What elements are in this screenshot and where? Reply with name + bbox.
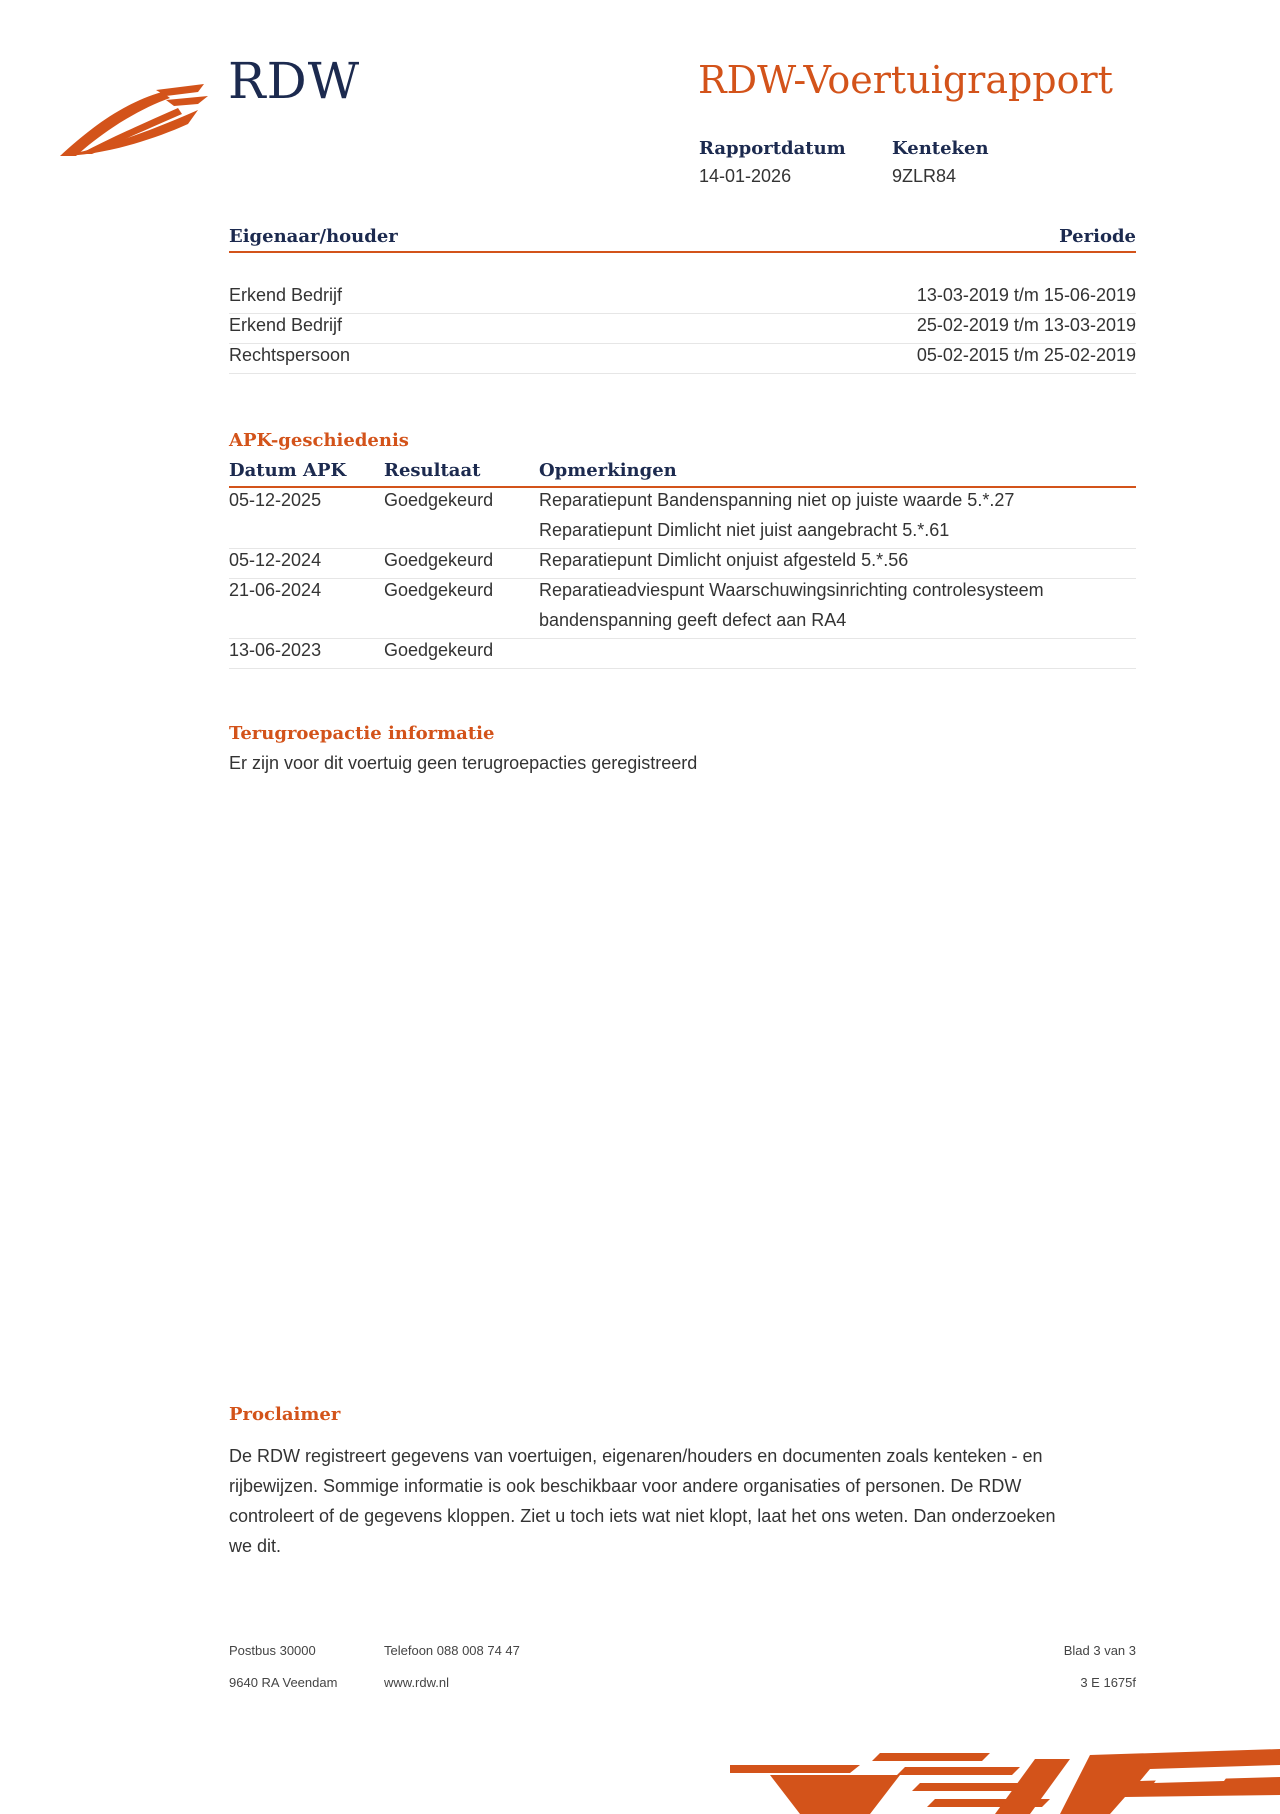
- report-date-label: Rapportdatum: [699, 138, 846, 159]
- owner-row-2-owner: Erkend Bedrijf: [229, 315, 343, 335]
- apk-row-2-date: 05-12-2024: [229, 550, 322, 570]
- apk-header-rule: [229, 486, 1136, 488]
- apk-row-4-result: Goedgekeurd: [384, 640, 494, 660]
- owners-col-owner: Eigenaar/houder: [229, 226, 398, 247]
- apk-col-date: Datum APK: [229, 460, 347, 481]
- apk-row-3-remark-1: Reparatieadviespunt Waarschuwingsinrichting controlesysteem: [539, 580, 1044, 600]
- owner-row-3-period: 05-02-2015 t/m 25-02-2019: [916, 345, 1136, 365]
- report-title: RDW-Voertuigrapport: [698, 58, 1113, 102]
- owner-row-divider: [229, 313, 1136, 314]
- apk-row-1-remark-2: Reparatiepunt Dimlicht niet juist aangebracht 5.*.61: [539, 520, 950, 540]
- plate-value: 9ZLR84: [892, 166, 957, 186]
- apk-row-divider: [229, 668, 1136, 669]
- owner-row-2-period: 25-02-2019 t/m 13-03-2019: [916, 315, 1136, 335]
- rdw-logo-icon: [58, 80, 208, 160]
- owner-row-divider: [229, 373, 1136, 374]
- apk-row-1-remark-1: Reparatiepunt Bandenspanning niet op juiste waarde 5.*.27: [539, 490, 1015, 510]
- owner-row-1-period: 13-03-2019 t/m 15-06-2019: [916, 285, 1136, 305]
- apk-row-divider: [229, 578, 1136, 579]
- logo-text: RDW: [228, 52, 361, 110]
- footer-phone: Telefoon 088 008 74 47: [384, 1643, 520, 1658]
- apk-row-1-result: Goedgekeurd: [384, 490, 494, 510]
- owner-row-divider: [229, 343, 1136, 344]
- apk-title: APK-geschiedenis: [229, 430, 409, 451]
- recall-text: Er zijn voor dit voertuig geen terugroepacties geregistreerd: [229, 753, 698, 773]
- apk-row-2-remark-1: Reparatiepunt Dimlicht onjuist afgesteld 5.*.56: [539, 550, 909, 570]
- proclaimer-line-4: we dit.: [229, 1536, 282, 1556]
- proclaimer-line-3: controleert of de gegevens kloppen. Ziet u toch iets wat niet klopt, laat het ons weten. Dan onderzoeken: [229, 1506, 1056, 1526]
- recall-title: Terugroepactie informatie: [229, 723, 495, 744]
- footer-code: 3 E 1675f: [1080, 1675, 1136, 1690]
- proclaimer-line-2: rijbewijzen. Sommige informatie is ook beschikbaar voor andere organisaties of personen. De RDW: [229, 1476, 1022, 1496]
- owners-header-rule: [229, 251, 1136, 253]
- apk-row-4-date: 13-06-2023: [229, 640, 322, 660]
- apk-col-result: Resultaat: [384, 460, 481, 481]
- owners-col-period: Periode: [1059, 226, 1136, 247]
- footer-postbus: Postbus 30000: [229, 1643, 316, 1658]
- apk-row-2-result: Goedgekeurd: [384, 550, 494, 570]
- footer-website[interactable]: www.rdw.nl: [384, 1675, 450, 1690]
- report-date-value: 14-01-2026: [699, 166, 792, 186]
- plate-label: Kenteken: [892, 138, 989, 159]
- proclaimer-title: Proclaimer: [229, 1404, 341, 1425]
- apk-row-divider: [229, 638, 1136, 639]
- apk-row-3-result: Goedgekeurd: [384, 580, 494, 600]
- owner-row-1-owner: Erkend Bedrijf: [229, 285, 343, 305]
- proclaimer-line-1: De RDW registreert gegevens van voertuigen, eigenaren/houders en documenten zoals kenteken - en: [229, 1446, 1043, 1466]
- apk-col-remarks: Opmerkingen: [539, 460, 677, 481]
- apk-row-3-remark-2: bandenspanning geeft defect aan RA4: [539, 610, 847, 630]
- footer-address: 9640 RA Veendam: [229, 1675, 338, 1690]
- apk-row-1-date: 05-12-2025: [229, 490, 322, 510]
- owner-row-3-owner: Rechtspersoon: [229, 345, 351, 365]
- footer-page: Blad 3 van 3: [1063, 1643, 1136, 1658]
- apk-row-3-date: 21-06-2024: [229, 580, 322, 600]
- decorative-stripes-icon: [730, 1745, 1280, 1814]
- apk-row-divider: [229, 548, 1136, 549]
